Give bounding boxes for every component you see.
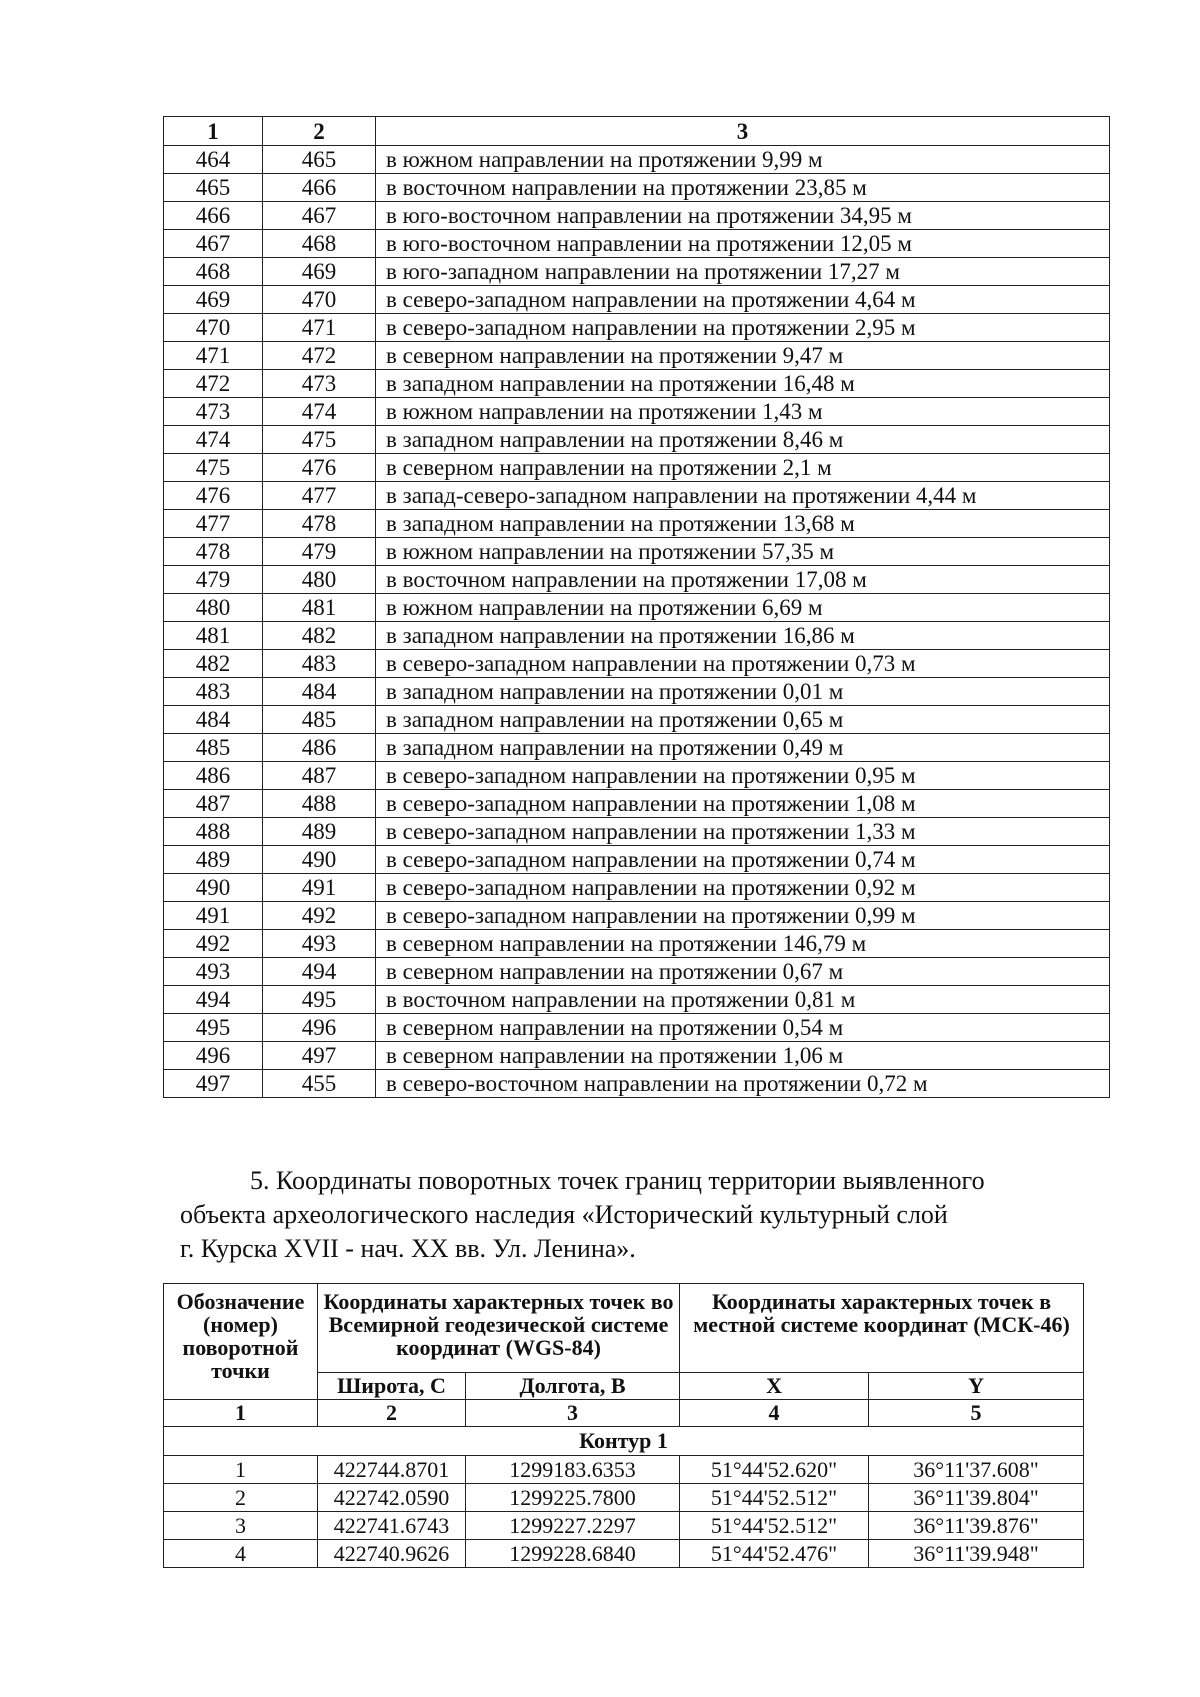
to-point-cell: 482 [263,622,376,650]
from-point-cell: 490 [164,874,263,902]
y-coordinate-cell: 36°11'39.804" [869,1484,1084,1512]
column-index: 1 [164,1400,318,1427]
direction-cell: в северо-западном направлении на протяжении 2,95 м [376,314,1110,342]
to-point-cell: 474 [263,398,376,426]
table-row [164,986,1110,1014]
table-row [164,622,1110,650]
from-point-cell: 466 [164,202,263,230]
x-coordinate-cell: 51°44'52.512" [680,1484,869,1512]
table-row [164,146,1110,174]
table-row [164,1070,1110,1098]
from-point-cell: 489 [164,846,263,874]
latitude-cell: 422742.0590 [318,1484,466,1512]
to-point-cell: 466 [263,174,376,202]
from-point-cell: 492 [164,930,263,958]
direction-cell: в юго-западном направлении на протяжении 17,27 м [376,258,1110,286]
to-point-cell: 489 [263,818,376,846]
to-point-cell: 475 [263,426,376,454]
direction-cell: в северо-западном направлении на протяжении 0,95 м [376,762,1110,790]
from-point-cell: 474 [164,426,263,454]
to-point-cell: 473 [263,370,376,398]
from-point-cell: 464 [164,146,263,174]
to-point-cell: 492 [263,902,376,930]
longitude-cell: 1299228.6840 [466,1540,680,1568]
direction-cell: в западном направлении на протяжении 13,68 м [376,510,1110,538]
subheader-latitude: Широта, С [318,1373,466,1400]
contour-row [164,1427,1084,1456]
table-row [164,510,1110,538]
longitude-cell: 1299227.2297 [466,1512,680,1540]
longitude-cell: 1299183.6353 [466,1456,680,1484]
table-row [164,342,1110,370]
from-point-cell: 468 [164,258,263,286]
column-index: 5 [869,1400,1084,1427]
to-point-cell: 480 [263,566,376,594]
direction-cell: в западном направлении на протяжении 8,46 м [376,426,1110,454]
to-point-cell: 471 [263,314,376,342]
table-row [164,1456,1084,1484]
longitude-cell: 1299225.7800 [466,1484,680,1512]
subheader-x: X [680,1373,869,1400]
table-row [164,258,1110,286]
direction-cell: в северо-западном направлении на протяжении 1,33 м [376,818,1110,846]
table-row [164,1042,1110,1070]
from-point-cell: 471 [164,342,263,370]
to-point-cell: 485 [263,706,376,734]
direction-cell: в южном направлении на протяжении 1,43 м [376,398,1110,426]
direction-cell: в северном направлении на протяжении 146,79 м [376,930,1110,958]
table-row [164,202,1110,230]
from-point-cell: 486 [164,762,263,790]
table-row [164,846,1110,874]
boundary-description-body [164,146,1110,1098]
table-row [164,1484,1084,1512]
to-point-cell: 494 [263,958,376,986]
from-point-cell: 482 [164,650,263,678]
table-row [164,734,1110,762]
coordinates-body [164,1400,1084,1568]
direction-cell: в западном направлении на протяжении 16,86 м [376,622,1110,650]
point-number-cell: 2 [164,1484,318,1512]
from-point-cell: 483 [164,678,263,706]
header-msk46: Координаты характерных точек в местной системе координат (МСК-46) [680,1284,1084,1373]
table-row [164,874,1110,902]
to-point-cell: 486 [263,734,376,762]
paragraph-line-3: г. Курска XVII - нач. XX вв. Ул. Ленина». [180,1234,636,1263]
table-row [164,930,1110,958]
direction-cell: в юго-восточном направлении на протяжении 12,05 м [376,230,1110,258]
table-row [164,286,1110,314]
column-header-to: 2 [263,117,376,146]
to-point-cell: 495 [263,986,376,1014]
from-point-cell: 475 [164,454,263,482]
to-point-cell: 484 [263,678,376,706]
direction-cell: в северо-западном направлении на протяжении 0,74 м [376,846,1110,874]
table-row [164,370,1110,398]
x-coordinate-cell: 51°44'52.476" [680,1540,869,1568]
to-point-cell: 467 [263,202,376,230]
coordinates-table [163,1283,1084,1568]
table-row [164,706,1110,734]
from-point-cell: 478 [164,538,263,566]
section-paragraph [180,1164,1092,1266]
direction-cell: в юго-восточном направлении на протяжении 34,95 м [376,202,1110,230]
paragraph-line-2: объекта археологического наследия «Исторический культурный слой [180,1200,948,1229]
direction-cell: в западном направлении на протяжении 16,48 м [376,370,1110,398]
from-point-cell: 479 [164,566,263,594]
contour-label: Контур 1 [164,1427,1084,1456]
to-point-cell: 478 [263,510,376,538]
to-point-cell: 472 [263,342,376,370]
table-row [164,958,1110,986]
from-point-cell: 484 [164,706,263,734]
table-row [164,426,1110,454]
direction-cell: в северном направлении на протяжении 0,67 м [376,958,1110,986]
table-row [164,398,1110,426]
column-index: 3 [466,1400,680,1427]
direction-cell: в западном направлении на протяжении 0,01 м [376,678,1110,706]
direction-cell: в южном направлении на протяжении 57,35 м [376,538,1110,566]
direction-cell: в северном направлении на протяжении 2,1 м [376,454,1110,482]
direction-cell: в восточном направлении на протяжении 23,85 м [376,174,1110,202]
table-header-row [164,117,1110,146]
direction-cell: в восточном направлении на протяжении 17,08 м [376,566,1110,594]
to-point-cell: 488 [263,790,376,818]
to-point-cell: 469 [263,258,376,286]
to-point-cell: 477 [263,482,376,510]
direction-cell: в северо-западном направлении на протяжении 0,73 м [376,650,1110,678]
table-row [164,1540,1084,1568]
from-point-cell: 497 [164,1070,263,1098]
table-row [164,818,1110,846]
latitude-cell: 422744.8701 [318,1456,466,1484]
from-point-cell: 472 [164,370,263,398]
x-coordinate-cell: 51°44'52.620" [680,1456,869,1484]
from-point-cell: 495 [164,1014,263,1042]
direction-cell: в северном направлении на протяжении 1,06 м [376,1042,1110,1070]
column-index: 2 [318,1400,466,1427]
from-point-cell: 467 [164,230,263,258]
table-row [164,790,1110,818]
table-row [164,650,1110,678]
from-point-cell: 494 [164,986,263,1014]
direction-cell: в северо-западном направлении на протяжении 4,64 м [376,286,1110,314]
from-point-cell: 485 [164,734,263,762]
latitude-cell: 422740.9626 [318,1540,466,1568]
from-point-cell: 496 [164,1042,263,1070]
boundary-description-table [163,116,1110,1098]
from-point-cell: 488 [164,818,263,846]
table-header-row [164,1284,1084,1373]
direction-cell: в запад-северо-западном направлении на протяжении 4,44 м [376,482,1110,510]
to-point-cell: 476 [263,454,376,482]
to-point-cell: 497 [263,1042,376,1070]
from-point-cell: 487 [164,790,263,818]
from-point-cell: 480 [164,594,263,622]
direction-cell: в южном направлении на протяжении 9,99 м [376,146,1110,174]
table-row [164,594,1110,622]
from-point-cell: 469 [164,286,263,314]
from-point-cell: 491 [164,902,263,930]
direction-cell: в западном направлении на протяжении 0,49 м [376,734,1110,762]
column-header-from: 1 [164,117,263,146]
table-row [164,454,1110,482]
table-row [164,230,1110,258]
to-point-cell: 479 [263,538,376,566]
latitude-cell: 422741.6743 [318,1512,466,1540]
table-row [164,1512,1084,1540]
from-point-cell: 477 [164,510,263,538]
subheader-y: Y [869,1373,1084,1400]
direction-cell: в северо-западном направлении на протяжении 0,92 м [376,874,1110,902]
table-row [164,482,1110,510]
direction-cell: в южном направлении на протяжении 6,69 м [376,594,1110,622]
column-header-description: 3 [376,117,1110,146]
to-point-cell: 490 [263,846,376,874]
from-point-cell: 465 [164,174,263,202]
point-number-cell: 4 [164,1540,318,1568]
y-coordinate-cell: 36°11'39.948" [869,1540,1084,1568]
to-point-cell: 491 [263,874,376,902]
to-point-cell: 468 [263,230,376,258]
header-point-number: Обозначение (номер) поворотной точки [164,1284,318,1400]
from-point-cell: 470 [164,314,263,342]
to-point-cell: 493 [263,930,376,958]
direction-cell: в северном направлении на протяжении 9,47 м [376,342,1110,370]
to-point-cell: 470 [263,286,376,314]
table-row [164,538,1110,566]
table-row [164,566,1110,594]
to-point-cell: 496 [263,1014,376,1042]
y-coordinate-cell: 36°11'39.876" [869,1512,1084,1540]
table-row [164,902,1110,930]
direction-cell: в северном направлении на протяжении 0,54 м [376,1014,1110,1042]
header-wgs84: Координаты характерных точек во Всемирной геодезической системе координат (WGS-84) [318,1284,680,1373]
table-row [164,678,1110,706]
x-coordinate-cell: 51°44'52.512" [680,1512,869,1540]
column-index: 4 [680,1400,869,1427]
direction-cell: в северо-восточном направлении на протяжении 0,72 м [376,1070,1110,1098]
direction-cell: в северо-западном направлении на протяжении 1,08 м [376,790,1110,818]
subheader-longitude: Долгота, В [466,1373,680,1400]
direction-cell: в западном направлении на протяжении 0,65 м [376,706,1110,734]
table-row [164,762,1110,790]
table-row [164,1014,1110,1042]
to-point-cell: 455 [263,1070,376,1098]
from-point-cell: 473 [164,398,263,426]
point-number-cell: 3 [164,1512,318,1540]
to-point-cell: 481 [263,594,376,622]
direction-cell: в северо-западном направлении на протяжении 0,99 м [376,902,1110,930]
from-point-cell: 476 [164,482,263,510]
column-index-row [164,1400,1084,1427]
to-point-cell: 465 [263,146,376,174]
point-number-cell: 1 [164,1456,318,1484]
to-point-cell: 487 [263,762,376,790]
to-point-cell: 483 [263,650,376,678]
table-row [164,174,1110,202]
table-row [164,314,1110,342]
y-coordinate-cell: 36°11'37.608" [869,1456,1084,1484]
paragraph-line-1: 5. Координаты поворотных точек границ территории выявленного [250,1166,985,1195]
direction-cell: в восточном направлении на протяжении 0,81 м [376,986,1110,1014]
from-point-cell: 493 [164,958,263,986]
from-point-cell: 481 [164,622,263,650]
